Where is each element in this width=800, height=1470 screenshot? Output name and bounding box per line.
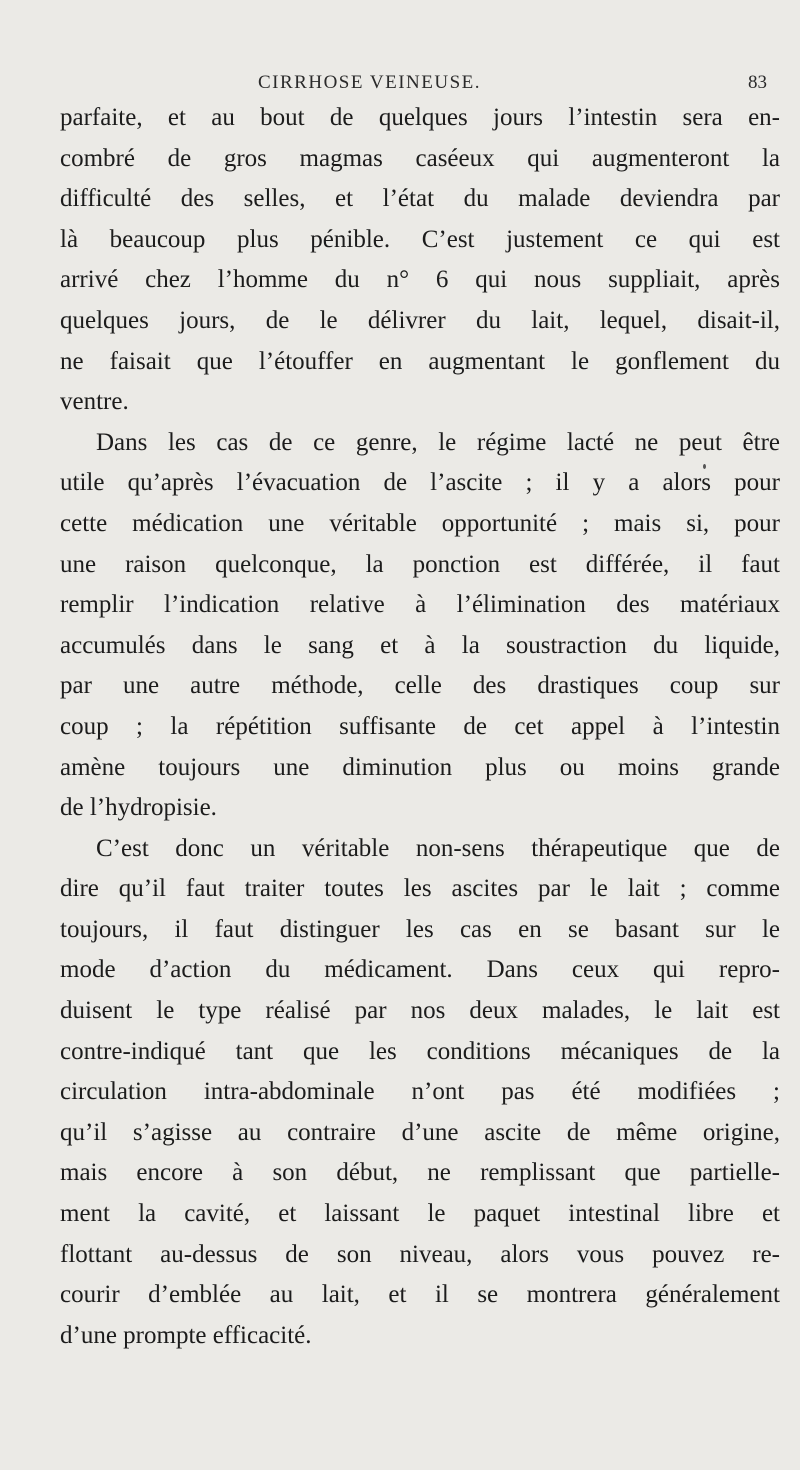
text-line: là beaucoup plus pénible. C’est justement ce qui est xyxy=(60,225,780,253)
text-line: duisent le type réalisé par nos deux malades, le lait est xyxy=(60,997,780,1025)
text-line: circulation intra-abdominale n’ont pas été modifiées ; xyxy=(60,1078,780,1106)
text-line: contre-indiqué tant que les conditions mécaniques de la xyxy=(60,1037,780,1065)
text-line: de l’hydropisie. xyxy=(60,794,217,822)
text-line: remplir l’indication relative à l’élimination des matériaux xyxy=(60,591,780,619)
text-line: C’est donc un véritable non-sens thérapeutique que de xyxy=(96,834,780,862)
text-line: utile qu’après l’évacuation de l’ascite ; il y a alors pour xyxy=(60,469,780,497)
text-line: d’une prompte efficacité. xyxy=(60,1321,312,1349)
text-line: mais encore à son début, ne remplissant que partielle- xyxy=(60,1159,780,1187)
text-line: accumulés dans le sang et à la soustraction du liquide, xyxy=(60,631,780,659)
text-line: courir d’emblée au lait, et il se montrera généralement xyxy=(60,1281,780,1309)
text-line: combré de gros magmas caséeux qui augmenteront la xyxy=(60,144,780,172)
body-text xyxy=(60,98,780,1356)
text-line: mode d’action du médicament. Dans ceux qui repro- xyxy=(60,956,780,984)
text-line: quelques jours, de le délivrer du lait, lequel, disait-il, xyxy=(60,306,780,334)
text-line: parfaite, et au bout de quelques jours l’intestin sera en- xyxy=(60,104,780,131)
text-line: par une autre méthode, celle des drastiques coup sur xyxy=(60,672,780,700)
text-line: cette médication une véritable opportunité ; mais si, pour xyxy=(60,509,780,537)
text-line: ventre. xyxy=(60,388,129,416)
text-line: ment la cavité, et laissant le paquet intestinal libre et xyxy=(60,1200,780,1228)
text-line: qu’il s’agisse au contraire d’une ascite de même origine, xyxy=(60,1118,780,1146)
text-line: amène toujours une diminution plus ou moins grande xyxy=(60,753,780,781)
text-line: Dans les cas de ce genre, le régime lacté ne peut être xyxy=(96,428,780,456)
print-speck xyxy=(703,464,706,469)
text-line: arrivé chez l’homme du n° 6 qui nous suppliait, après xyxy=(60,266,780,294)
running-title: CIRRHOSE VEINEUSE. xyxy=(258,72,481,93)
text-line: ne faisait que l’étouffer en augmentant le gonflement du xyxy=(60,347,780,375)
page-number: 83 xyxy=(748,72,767,93)
text-line: toujours, il faut distinguer les cas en se basant sur le xyxy=(60,915,780,943)
text-line: une raison quelconque, la ponction est différée, il faut xyxy=(60,550,780,578)
text-line: coup ; la répétition suffisante de cet appel à l’intestin xyxy=(60,712,780,740)
text-line: difficulté des selles, et l’état du malade deviendra par xyxy=(60,185,780,213)
text-line: dire qu’il faut traiter toutes les ascites par le lait ; comme xyxy=(60,875,780,903)
text-line: flottant au-dessus de son niveau, alors vous pouvez re- xyxy=(60,1240,780,1268)
